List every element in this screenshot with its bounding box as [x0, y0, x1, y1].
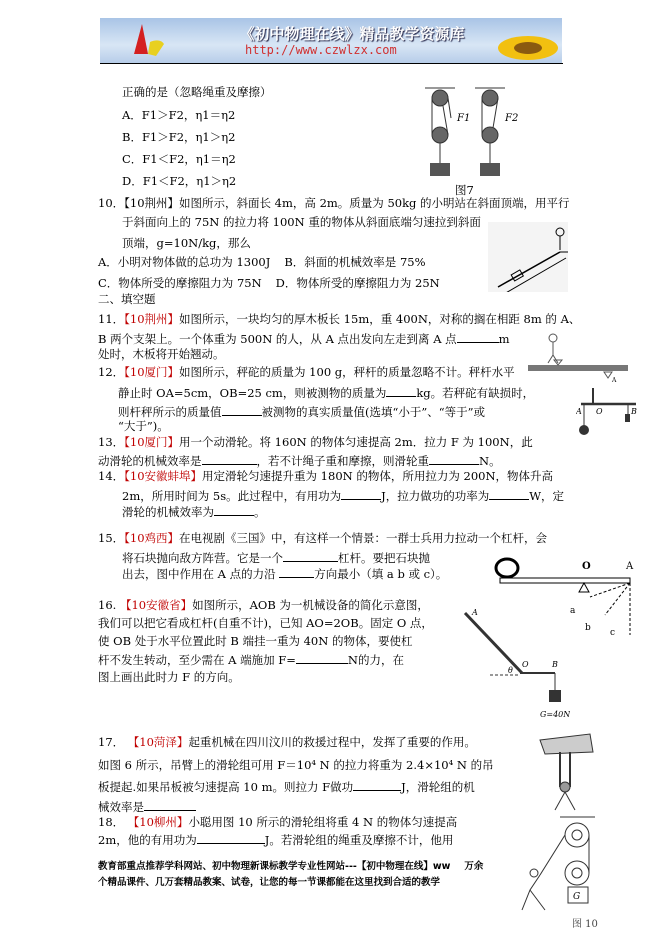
- header-title: 《初中物理在线》精品教学资源库: [239, 25, 465, 43]
- q18-work-blank[interactable]: [197, 832, 265, 844]
- steelyard-figure: [576, 388, 640, 443]
- q9-option-b: B．F1＞F2，η1＞η2: [122, 130, 236, 144]
- q18-line1: 18． 【10柳州】小聪用图 10 所示的滑轮组将重 4 N 的物体匀速提高: [98, 815, 458, 829]
- fig-label-a-dir: a: [570, 606, 576, 616]
- f1-label: F1: [457, 113, 471, 124]
- q14-power-blank[interactable]: [489, 488, 529, 500]
- pulley-figure-7: [425, 78, 525, 188]
- figure-7-caption: 图7: [455, 183, 474, 197]
- q10-option-d: D．物体所受的摩擦阻力为 25N: [275, 276, 440, 290]
- fig-label-b: B: [631, 407, 637, 416]
- q13-line1: 13．【10厦门】用一个动滑轮。将 160N 的物体匀速提高 2m．拉力 F 为 100N，此: [98, 435, 533, 449]
- q13-efficiency-blank[interactable]: [202, 453, 257, 465]
- q14-line2: 2m，所用时间为 5s。此过程中，有用功为 J，拉力做功的功率为 W，定: [122, 489, 565, 503]
- incline-figure: [488, 222, 568, 292]
- fig-label-a: A: [472, 608, 478, 617]
- footer-line1: 教育部重点推荐学科网站、初中物理新课标教学专业性网站---【初中物理在线】ww 万余: [98, 861, 484, 872]
- q13-pulley-weight-blank[interactable]: [429, 453, 479, 465]
- section-heading-fill-in: 二、填空题: [98, 292, 156, 306]
- q11-line3: 处时，木板将开始翘动。: [98, 347, 225, 361]
- q10-option-b: B．斜面的机械效率是 75%: [284, 255, 426, 269]
- q12-line3: 则杆秤所示的质量值 被测物的真实质量值(选填“小于”、“等于”或: [118, 405, 486, 419]
- q10-line2: 于斜面向上的 75N 的拉力将 100N 重的物体从斜面底端匀速拉到斜面: [122, 215, 481, 229]
- q17-line3: 板提起.如果吊板被匀速提高 10 m。则拉力 F做功 J，滑轮组的机: [98, 780, 475, 794]
- q16-line4: 杆不发生转动，至少需在 A 端施加 F= N的力，在: [98, 653, 404, 667]
- sunflower-image: [490, 18, 560, 63]
- fig-label-c-dir: c: [610, 628, 616, 638]
- footer-line2: 个精品课件、几万套精品教案、试卷，让您的每一节课都能在这里找到合适的教学: [98, 877, 441, 888]
- q9-stem: 正确的是（忽略绳重及摩擦）: [122, 85, 272, 99]
- aob-lever-figure: [460, 605, 570, 725]
- q14-efficiency-blank[interactable]: [214, 504, 254, 516]
- q9-option-c: C．F1＜F2，η1＝η2: [122, 152, 236, 166]
- q10-option-a: A．小明对物体做的总功为 1300J: [98, 255, 271, 269]
- fig-label-g: G: [573, 892, 581, 902]
- q15-line3: 出去，图中作用在 A 点的力沿 方向最小（填 a b 或 c）。: [122, 567, 448, 581]
- fig-label-b-dir: b: [585, 623, 591, 633]
- fig-label-o: O: [522, 660, 529, 669]
- q10-options-ab: [98, 255, 426, 269]
- q10-options-cd: [98, 276, 440, 290]
- q10-option-c: C．物体所受的摩擦阻力为 75N: [98, 276, 262, 290]
- q9-option-a: A．F1＞F2，η1＝η2: [122, 108, 236, 122]
- fig-label-o: O: [596, 407, 603, 416]
- q17-line2: 如图 6 所示，吊臂上的滑轮组可用 F＝10⁴ N 的拉力将重为 2.4×10⁴ N 的吊: [98, 758, 494, 772]
- q12-line1: 12．【10厦门】如图所示，秤砣的质量为 100 g，秤杆的质量忽略不计。秤杆水平: [98, 365, 515, 379]
- pulley-figure-10: [520, 815, 610, 915]
- plank-figure: [528, 330, 628, 385]
- q15-line2: 将石块抛向敌方阵营。它是一个 杠杆。要把石块抛: [122, 551, 430, 565]
- q15-line1: 15．【10鸡西】在电视剧《三国》中，有这样一个情景：一群士兵用力拉动一个杠杆，会: [98, 531, 548, 545]
- q16-line1: 16. 【10安徽省】如图所示，AOB 为一机械设备的简化示意图，: [98, 598, 429, 612]
- q14-line1: 14．【10安徽蚌埠】用定滑轮匀速提升重为 180N 的物体，所用拉力为 200N，物体升高: [98, 469, 554, 483]
- header-rule: [100, 63, 563, 64]
- q16-line2: 我们可以把它看成杠杆(自重不计)，已知 AO=2OB。固定 O 点，: [98, 616, 433, 630]
- logo-icon: [120, 18, 180, 63]
- q15-direction-blank[interactable]: [279, 566, 314, 578]
- q11-line2: B 两个支架上。一个体重为 500N 的人，从 A 点出发向左走到离 A 点 m: [98, 332, 510, 346]
- q12-mass-blank[interactable]: [386, 385, 416, 397]
- crane-figure: [535, 732, 595, 812]
- header-banner: [100, 18, 562, 63]
- q18-line2: 2m，他的有用功为 J。若滑轮组的绳重及摩擦不计，他用: [98, 833, 454, 847]
- q12-line2: 静止时 OA=5cm，OB=25 cm，则被测物的质量为 kg。若秤砣有缺损时，: [118, 386, 535, 400]
- q10-line3: 顶端，g=10N/kg，那么: [122, 236, 251, 250]
- q16-line3: 使 OB 处于水平位置此时 B 端挂一重为 40N 的物体，要使杠: [98, 634, 413, 648]
- fig-label-theta: θ: [508, 666, 513, 675]
- q16-line5: 图上画出此时力 F 的方向。: [98, 670, 240, 684]
- f2-label: F2: [505, 113, 519, 124]
- q11-line1: 11．【10荆州】如图所示，一块均匀的厚木板长 15m，重 400N，对称的搁在相距 8m 的 A、: [98, 312, 581, 326]
- q9-option-d: D．F1＜F2，η1＞η2: [122, 174, 237, 188]
- q17-work-blank[interactable]: [353, 779, 401, 791]
- q16-force-blank[interactable]: [296, 652, 348, 664]
- figure-10-caption: 图 10: [572, 919, 598, 930]
- q15-lever-type-blank[interactable]: [283, 550, 338, 562]
- fig-label-a: A: [612, 377, 617, 384]
- fig-label-a: A: [626, 561, 634, 572]
- fig-label-b: B: [552, 660, 558, 669]
- q17-line4: 械效率是: [98, 799, 196, 814]
- fig-label-g: G=40N: [540, 710, 570, 719]
- header-url[interactable]: http://www.czwlzx.com: [245, 43, 397, 57]
- q14-work-blank[interactable]: [341, 488, 381, 500]
- footer-line1-tail: 万余: [464, 861, 484, 872]
- q13-line2: 动滑轮的机械效率是 ，若不计绳子重和摩擦，则滑轮重 N。: [98, 454, 501, 468]
- fig-label-a: A: [576, 407, 582, 416]
- q12-compare-blank[interactable]: [222, 404, 262, 416]
- q12-line4: “大于”)。: [118, 419, 169, 433]
- q17-efficiency-blank[interactable]: [144, 799, 196, 811]
- q14-line3: 滑轮的机械效率为 。: [122, 505, 266, 519]
- q11-answer-blank[interactable]: [457, 331, 499, 343]
- q10-line1: 10．【10荆州】如图所示，斜面长 4m，高 2m。质量为 50kg 的小明站在斜面顶端，用平行: [98, 196, 570, 210]
- fig-label-o: O: [582, 561, 591, 572]
- q17-line1: 17． 【10菏泽】起重机械在四川汶川的救援过程中，发挥了重要的作用。: [98, 735, 476, 749]
